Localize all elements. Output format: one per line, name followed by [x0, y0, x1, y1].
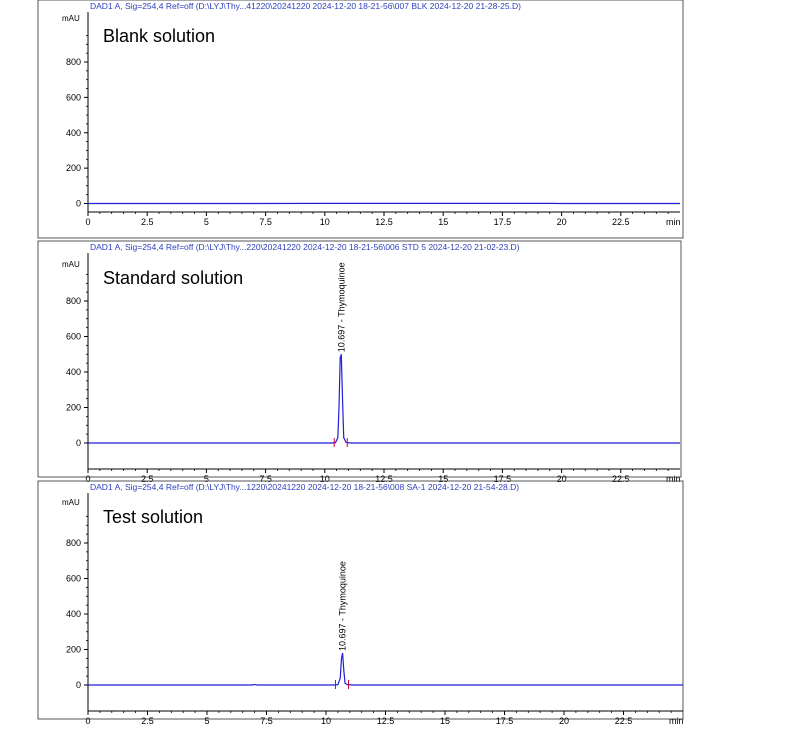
x-tick-label: 7.5	[260, 716, 273, 726]
x-tick-label: 0	[85, 716, 91, 726]
y-tick-label: 800	[65, 57, 81, 67]
x-tick-label: 0	[85, 217, 91, 227]
x-tick-label: 2.5	[140, 217, 154, 227]
x-tick-label: 10	[319, 474, 330, 484]
y-axis-unit: mAU	[62, 14, 80, 23]
y-tick-label: 0	[75, 198, 81, 209]
x-tick-label: 5	[203, 217, 209, 227]
y-tick-label: 600	[65, 331, 81, 342]
y-tick-label: 400	[65, 367, 81, 377]
x-tick-label: 10	[320, 716, 332, 726]
x-tick-label: 5	[203, 474, 209, 484]
x-axis-unit: min	[669, 716, 684, 726]
x-axis-unit: min	[666, 474, 681, 484]
panel-2	[38, 241, 681, 484]
x-tick-label: 5	[204, 716, 210, 726]
peak-annotation	[336, 262, 346, 352]
y-tick-label: 200	[65, 163, 81, 174]
x-tick-label: 2.5	[140, 474, 154, 484]
peak-retention-time: 10.697 -	[337, 615, 348, 652]
peak-annotation	[338, 561, 348, 651]
panel-label: Blank solution	[103, 26, 216, 46]
y-tick-label: 400	[65, 609, 81, 619]
x-tick-label: 7.5	[259, 474, 272, 484]
x-tick-label: 15	[439, 716, 451, 726]
y-tick-label: 0	[75, 680, 81, 690]
x-tick-label: 12.5	[375, 217, 393, 227]
panel-header: DAD1 A, Sig=254,4 Ref=off (D:\LYJ\Thy...220\20241220 2024-12-20 18-21-56\006 STD 5 2024-12-20 21-02-23.D)	[90, 242, 520, 252]
x-tick-label: 17.5	[495, 716, 514, 726]
x-tick-label: 15	[438, 217, 449, 227]
x-tick-label: 22.5	[612, 217, 630, 227]
panel-header: DAD1 A, Sig=254,4 Ref=off (D:\LYJ\Thy...1220\20241220 2024-12-20 18-21-56\008 SA-1 2024-12-20 21-54-28.D)	[90, 482, 520, 492]
x-tick-label: 2.5	[141, 716, 154, 726]
x-tick-label: 15	[438, 474, 449, 484]
panel-header: DAD1 A, Sig=254,4 Ref=off (D:\LYJ\Thy...41220\20241220 2024-12-20 18-21-56\007 BLK 2024-12-20 21-28-25.D)	[90, 1, 521, 11]
x-tick-label: 17.5	[493, 474, 512, 484]
y-tick-label: 600	[65, 573, 81, 584]
y-tick-label: 800	[65, 538, 81, 548]
peak-retention-time: 10.697 -	[336, 316, 347, 353]
y-tick-label: 400	[65, 127, 81, 138]
x-tick-label: 7.5	[259, 217, 272, 227]
panel-3	[38, 481, 684, 726]
x-tick-label: 17.5	[493, 217, 512, 227]
y-axis-unit: mAU	[62, 498, 80, 507]
x-tick-label: 10	[319, 217, 330, 227]
series-trace	[88, 354, 680, 443]
panel-label: Test solution	[103, 507, 204, 527]
x-tick-label: 20	[558, 716, 570, 726]
x-tick-label: 0	[85, 474, 91, 484]
x-tick-label: 22.5	[612, 474, 630, 484]
y-tick-label: 800	[65, 296, 81, 306]
y-tick-label: 200	[65, 402, 81, 413]
y-tick-label: 200	[65, 644, 81, 655]
x-tick-label: 12.5	[375, 474, 393, 484]
panel-label: Standard solution	[103, 268, 244, 288]
x-tick-label: 22.5	[614, 716, 633, 726]
x-tick-label: 20	[556, 474, 567, 484]
x-tick-label: 20	[556, 217, 567, 227]
peak-compound-name: Thymoquinoe	[337, 561, 348, 616]
y-tick-label: 600	[65, 92, 81, 103]
y-axis-unit: mAU	[62, 260, 80, 269]
peak-compound-name: Thymoquinoe	[336, 262, 347, 317]
x-axis-unit: min	[666, 217, 681, 227]
y-tick-label: 0	[75, 438, 81, 448]
x-tick-label: 12.5	[376, 716, 395, 726]
series-trace	[88, 653, 683, 685]
panel-1	[38, 0, 683, 238]
